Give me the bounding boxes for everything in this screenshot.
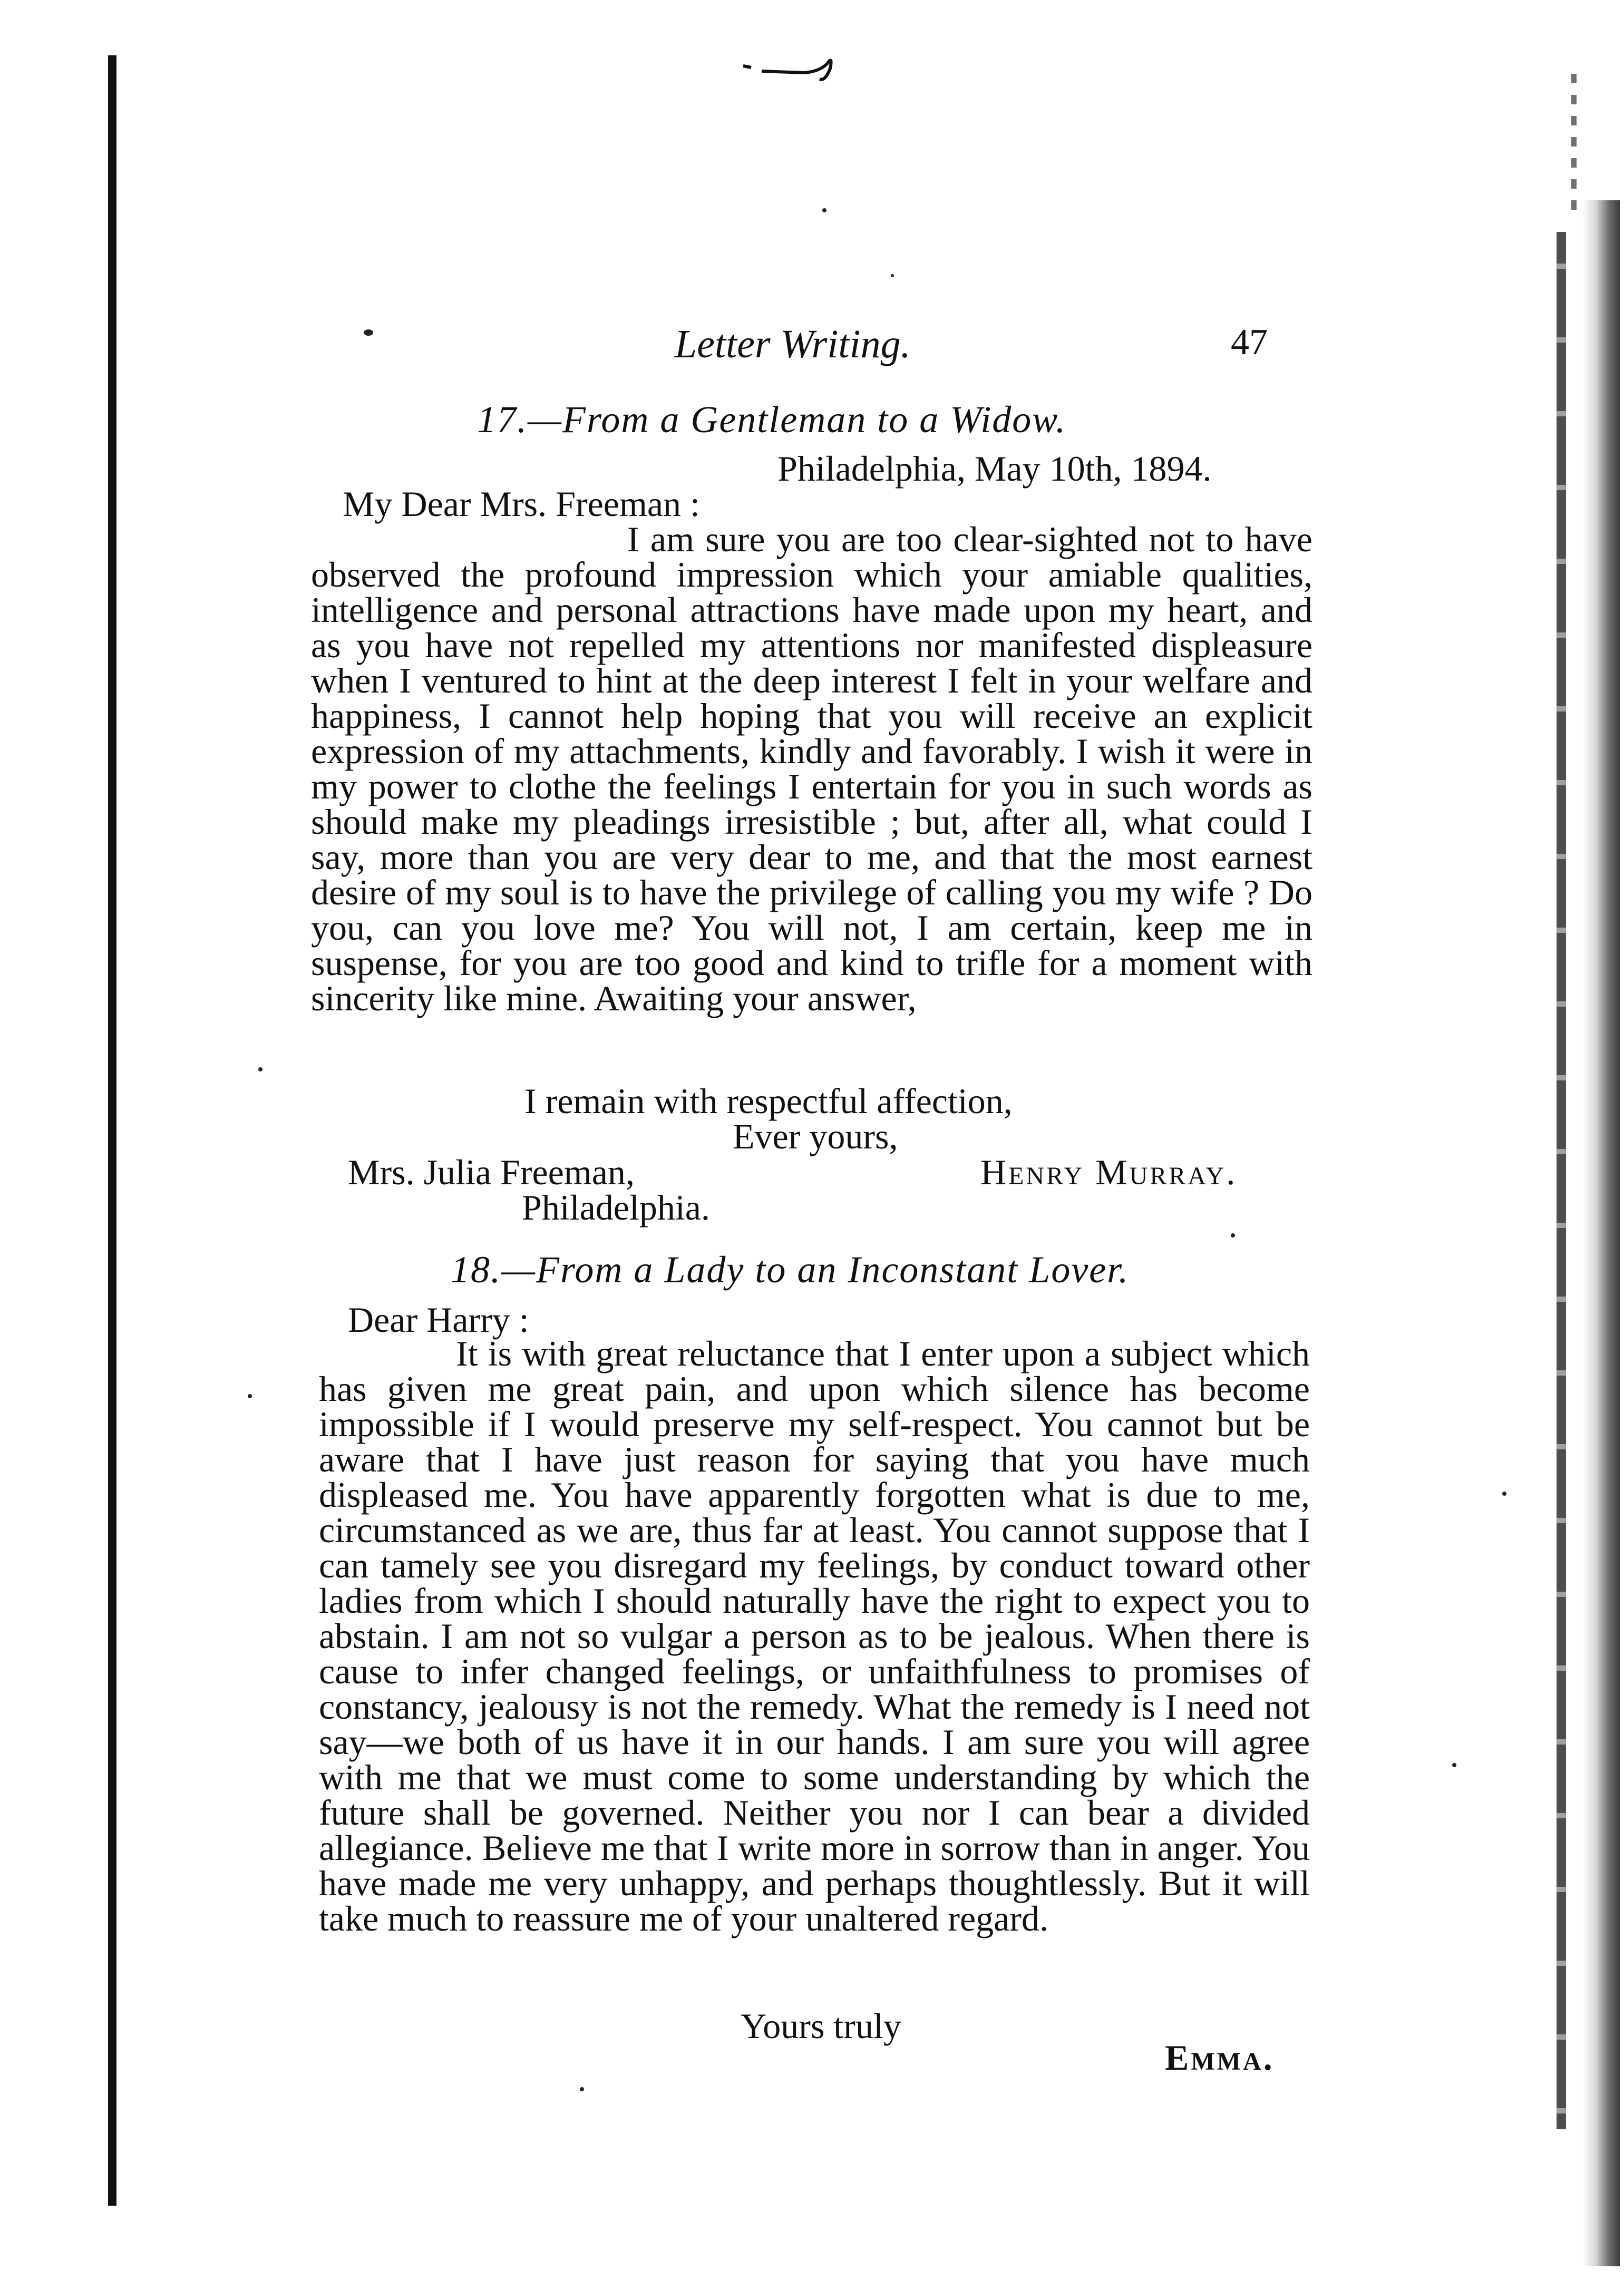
letter-17-closing-2: Ever yours, (733, 1116, 898, 1156)
letter-18-salutation: Dear Harry : (348, 1300, 529, 1340)
letter-17-salutation: My Dear Mrs. Freeman : (343, 484, 700, 524)
letter-18-closing: Yours truly (741, 2006, 901, 2046)
speck (364, 329, 373, 336)
scan-edge-right (1583, 200, 1620, 2266)
letter-18-heading: 18.—From a Lady to an Inconstant Lover. (451, 1249, 1130, 1291)
speck (891, 274, 894, 277)
letter-17-closing-1: I remain with respectful affection, (524, 1081, 1013, 1121)
scan-edge-right-binding (1557, 232, 1566, 2129)
speck (580, 2087, 584, 2091)
letter-17-addressee-name: Mrs. Julia Freeman, (348, 1152, 635, 1192)
letter-18-body (319, 1333, 1310, 1938)
letter-18-paragraph: It is with great reluctance that I enter upon a subject which has given me great pain, and upon which silence has become impossible if I would preserve my self-respect. You cannot but be aware that I have just reason for saying that you have much displeased me. You have apparently forgotten what is due to me, circumstanced as we are, thus far at least. You cannot suppose that I can tamely see you disregard my feelings, by conduct toward other ladies from which I should naturally have the right to expect you to abstain. I am not so vulgar a person as to be jealous. When there is cause to infer changed feelings, or unfaithfulness to promises of constancy, jealousy is not the remedy. What the remedy is I need not say—we both of us have it in our hands. I am sure you will agree with me that we must come to some understanding by which the future shall be governed. Neither you nor I can bear a divided allegiance. Believe me that I write more in sorrow than in anger. You have made me very unhappy, and perhaps thoughtlessly. But it will take much to reassure me of your unaltered regard. (319, 1333, 1310, 1938)
scan-edge-left (108, 55, 116, 2206)
speck (248, 1394, 252, 1398)
letter-17-dateline: Philadelphia, May 10th, 1894. (777, 449, 1212, 489)
page-number: 47 (1231, 322, 1268, 363)
letter-17-paragraph: I am sure you are too clear-sighted not to have observed the profound impression which your amiable qualities, intelligence and personal attractions have made upon my heart, and as you have not repelled my attentions nor manifested displeasure when I ventured to hint at the deep interest I felt in your welfare and happiness, I cannot help hoping that you will receive an explicit expression of my attachments, kindly and favorably. I wish it were in my power to clothe the feelings I entertain for you in such words as should make my pleadings irresistible ; but, after all, what could I say, more than you are very dear to me, and that the most earnest desire of my soul is to have the privilege of calling you my wife ? Do you, can you love me? You will not, I am certain, keep me in suspense, for you are too good and kind to trifle for a moment with sincerity like mine. Awaiting your answer, (311, 519, 1312, 1018)
speck (258, 1067, 262, 1071)
speck (822, 208, 826, 212)
scan-edge-right-top (1571, 74, 1577, 211)
letter-17-heading: 17.—From a Gentleman to a Widow. (477, 398, 1066, 441)
speck (1231, 1233, 1235, 1238)
scan-mark-top (741, 53, 857, 84)
letter-17-addressee-city: Philadelphia. (522, 1187, 710, 1227)
running-head-title: Letter Writing. (675, 322, 911, 366)
letter-18-signature: Emma. (1165, 2038, 1275, 2078)
speck (1452, 1763, 1456, 1767)
letter-17-body (311, 519, 1312, 1018)
speck (1502, 1492, 1506, 1496)
letter-17-signature: Henry Murray. (980, 1152, 1238, 1192)
